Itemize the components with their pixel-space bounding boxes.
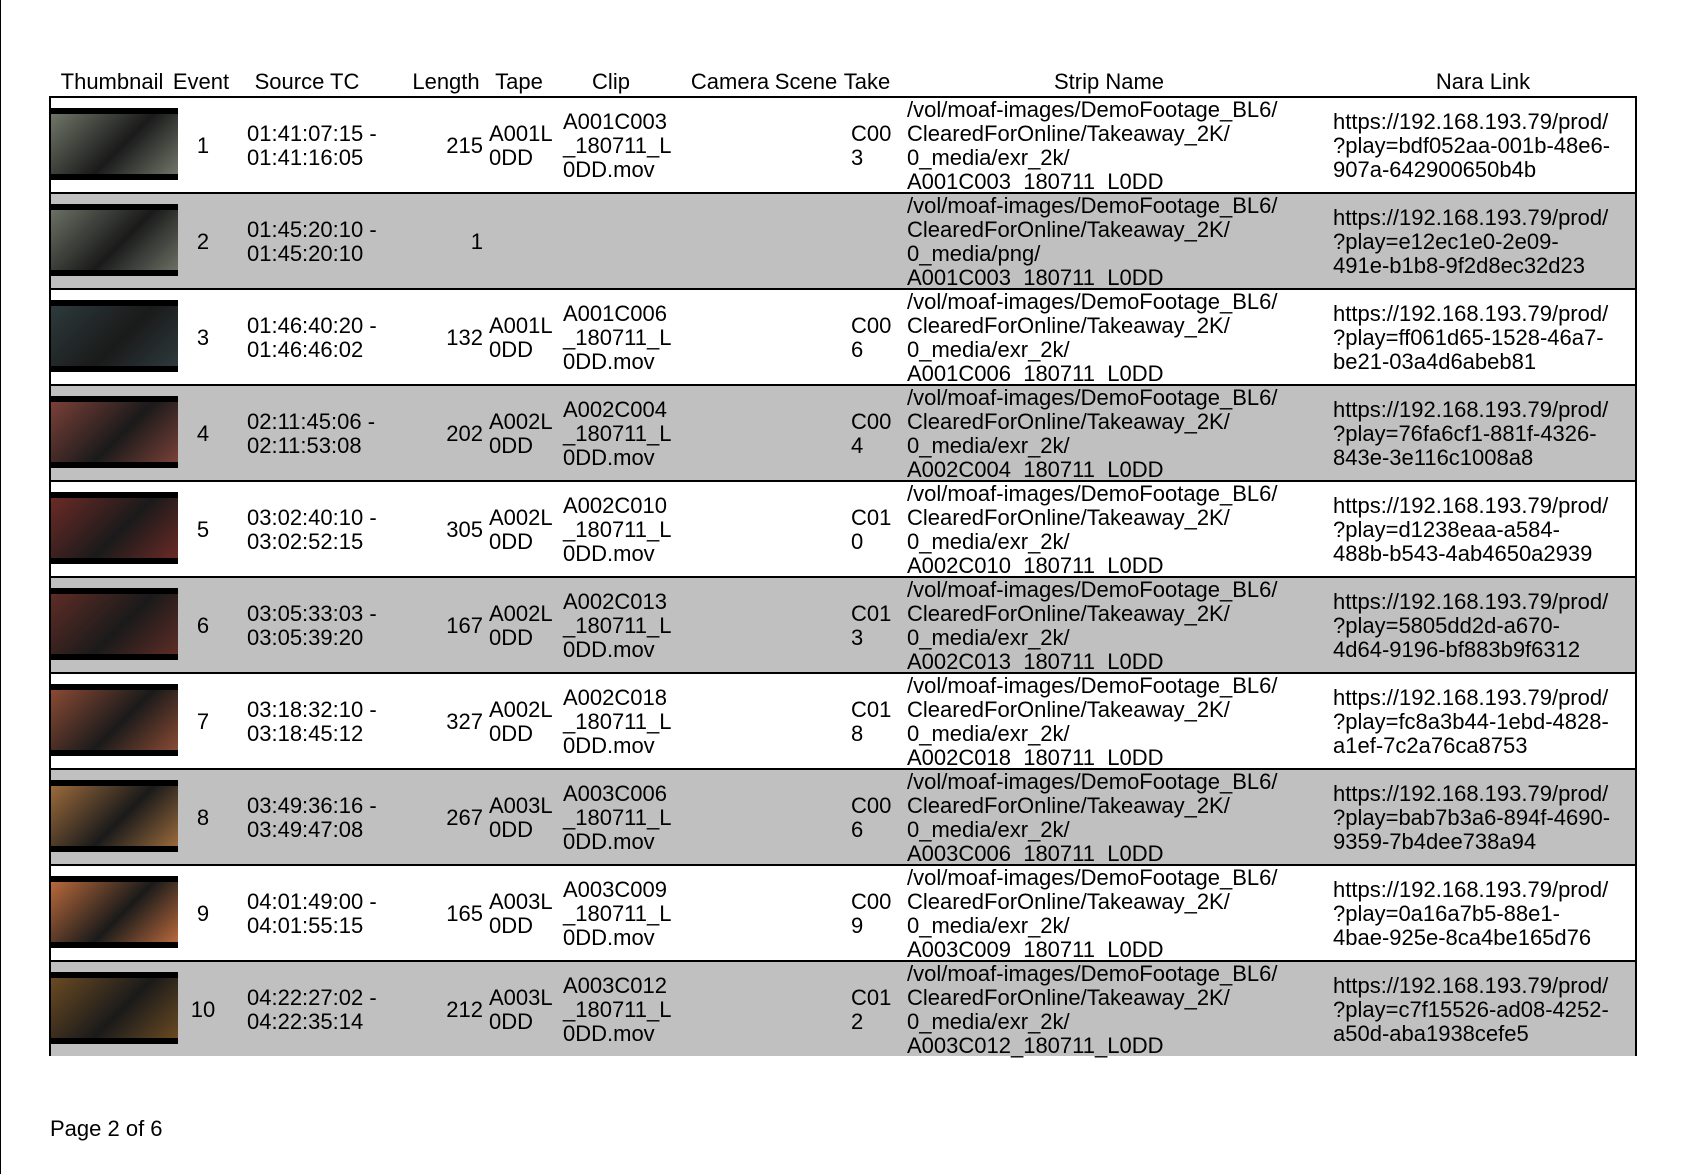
source-tc-cell: 02:11:45:06 - 02:11:53:08	[247, 409, 376, 458]
thumbnail-image	[51, 204, 178, 276]
table-row	[51, 770, 1635, 866]
event-cell: 2	[196, 229, 210, 254]
clip-cell: A003C009 _180711_L 0DD.mov	[563, 877, 672, 950]
length-cell: 167	[446, 613, 483, 638]
header-strip-name: Strip Name	[1053, 69, 1165, 94]
strip-name-cell: /vol/moaf-images/DemoFootage_BL6/ ClearedForOnline/Takeaway_2K/ 0_media/exr_2k/ A003C006_180711_L0DD	[907, 769, 1278, 866]
length-cell: 1	[470, 229, 483, 254]
strip-name-cell: /vol/moaf-images/DemoFootage_BL6/ ClearedForOnline/Takeaway_2K/ 0_media/exr_2k/ A002C010_180711_L0DD	[907, 481, 1278, 578]
clip-cell: A002C010 _180711_L 0DD.mov	[563, 493, 672, 566]
source-tc-cell: 03:18:32:10 - 03:18:45:12	[247, 697, 377, 746]
event-cell: 4	[196, 421, 210, 446]
header-event: Event	[172, 69, 230, 94]
table-row	[51, 962, 1635, 1056]
strip-name-cell: /vol/moaf-images/DemoFootage_BL6/ ClearedForOnline/Takeaway_2K/ 0_media/exr_2k/ A002C018_180711_L0DD	[907, 673, 1278, 770]
thumbnail-image	[51, 972, 178, 1044]
length-cell: 215	[446, 133, 483, 158]
header-thumbnail: Thumbnail	[60, 69, 164, 94]
strip-name-cell: /vol/moaf-images/DemoFootage_BL6/ ClearedForOnline/Takeaway_2K/ 0_media/exr_2k/ A001C003_180711_L0DD	[907, 97, 1278, 194]
source-tc-cell: 03:02:40:10 - 03:02:52:15	[247, 505, 377, 554]
tape-cell: A002L 0DD	[489, 601, 553, 650]
table-row	[51, 98, 1635, 194]
thumbnail-image	[51, 492, 178, 564]
page-number: Page 2 of 6	[50, 1116, 163, 1141]
header-clip: Clip	[592, 69, 630, 94]
tape-cell: A003L 0DD	[489, 793, 553, 842]
nara-link-cell[interactable]: https://192.168.193.79/prod/ ?play=bdf052aa-001b-48e6- 907a-642900650b4b	[1333, 109, 1611, 182]
thumbnail-image	[51, 108, 178, 180]
take-cell: C01 2	[851, 985, 892, 1034]
nara-link-cell[interactable]: https://192.168.193.79/prod/ ?play=0a16a7b5-88e1- 4bae-925e-8ca4be165d76	[1333, 877, 1609, 950]
clip-cell: A003C006 _180711_L 0DD.mov	[563, 781, 672, 854]
nara-link-cell[interactable]: https://192.168.193.79/prod/ ?play=ff061d65-1528-46a7- be21-03a4d6abeb81	[1333, 301, 1609, 374]
event-cell: 3	[196, 325, 210, 350]
length-cell: 132	[446, 325, 483, 350]
length-cell: 305	[446, 517, 483, 542]
thumbnail-image	[51, 396, 178, 468]
source-tc-cell: 01:46:40:20 - 01:46:46:02	[247, 313, 377, 362]
edl-table	[49, 96, 1637, 1056]
nara-link-cell[interactable]: https://192.168.193.79/prod/ ?play=bab7b3a6-894f-4690- 9359-7b4dee738a94	[1333, 781, 1611, 854]
thumbnail-image	[51, 876, 178, 948]
table-row	[51, 290, 1635, 386]
table-header	[49, 68, 1637, 96]
length-cell: 202	[446, 421, 483, 446]
clip-cell: A002C013 _180711_L 0DD.mov	[563, 589, 672, 662]
tape-cell: A003L 0DD	[489, 889, 553, 938]
table-row	[51, 482, 1635, 578]
strip-name-cell: /vol/moaf-images/DemoFootage_BL6/ ClearedForOnline/Takeaway_2K/ 0_media/exr_2k/ A003C009_180711_L0DD	[907, 865, 1278, 962]
strip-name-cell: /vol/moaf-images/DemoFootage_BL6/ ClearedForOnline/Takeaway_2K/ 0_media/exr_2k/ A002C013_180711_L0DD	[907, 577, 1278, 674]
take-cell: C00 9	[851, 889, 892, 938]
clip-cell: A003C012 _180711_L 0DD.mov	[563, 973, 672, 1046]
header-nara-link: Nara Link	[1435, 69, 1531, 94]
thumbnail-image	[51, 780, 178, 852]
thumbnail-image	[51, 588, 178, 660]
strip-name-cell: /vol/moaf-images/DemoFootage_BL6/ ClearedForOnline/Takeaway_2K/ 0_media/png/ A001C003_180711_L0DD	[907, 193, 1278, 290]
event-cell: 5	[196, 517, 210, 542]
take-cell: C01 0	[851, 505, 892, 554]
tape-cell: A002L 0DD	[489, 409, 553, 458]
event-cell: 10	[190, 997, 216, 1022]
nara-link-cell[interactable]: https://192.168.193.79/prod/ ?play=c7f15526-ad08-4252- a50d-aba1938cefe5	[1333, 973, 1609, 1046]
header-take: Take	[843, 69, 891, 94]
tape-cell: A001L 0DD	[489, 121, 553, 170]
take-cell: C00 4	[851, 409, 892, 458]
header-tape: Tape	[495, 69, 543, 94]
header-source-tc: Source TC	[254, 69, 360, 94]
strip-name-cell: /vol/moaf-images/DemoFootage_BL6/ ClearedForOnline/Takeaway_2K/ 0_media/exr_2k/ A002C004_180711_L0DD	[907, 385, 1278, 482]
strip-name-cell: /vol/moaf-images/DemoFootage_BL6/ ClearedForOnline/Takeaway_2K/ 0_media/exr_2k/ A001C006_180711_L0DD	[907, 289, 1278, 386]
event-cell: 8	[196, 805, 210, 830]
source-tc-cell: 04:22:27:02 - 04:22:35:14	[247, 985, 377, 1034]
clip-cell: A002C004 _180711_L 0DD.mov	[563, 397, 672, 470]
tape-cell: A002L 0DD	[489, 505, 553, 554]
event-cell: 7	[196, 709, 210, 734]
header-length: Length	[412, 69, 480, 94]
table-row	[51, 674, 1635, 770]
event-cell: 6	[196, 613, 210, 638]
clip-cell: A001C006 _180711_L 0DD.mov	[563, 301, 672, 374]
clip-cell: A001C003 _180711_L 0DD.mov	[563, 109, 672, 182]
event-cell: 9	[196, 901, 210, 926]
length-cell: 327	[446, 709, 483, 734]
tape-cell: A001L 0DD	[489, 313, 553, 362]
source-tc-cell: 03:05:33:03 - 03:05:39:20	[247, 601, 377, 650]
table-row	[51, 194, 1635, 290]
nara-link-cell[interactable]: https://192.168.193.79/prod/ ?play=76fa6cf1-881f-4326- 843e-3e116c1008a8	[1333, 397, 1609, 470]
strip-name-cell: /vol/moaf-images/DemoFootage_BL6/ ClearedForOnline/Takeaway_2K/ 0_media/exr_2k/ A003C012_180711_L0DD	[907, 961, 1278, 1058]
tape-cell: A003L 0DD	[489, 985, 553, 1034]
take-cell: C00 6	[851, 313, 892, 362]
thumbnail-image	[51, 684, 178, 756]
source-tc-cell: 04:01:49:00 - 04:01:55:15	[247, 889, 377, 938]
clip-cell: A002C018 _180711_L 0DD.mov	[563, 685, 672, 758]
take-cell: C00 6	[851, 793, 892, 842]
source-tc-cell: 01:45:20:10 - 01:45:20:10	[247, 217, 377, 266]
header-camera: Camera	[690, 69, 770, 94]
source-tc-cell: 03:49:36:16 - 03:49:47:08	[247, 793, 377, 842]
nara-link-cell[interactable]: https://192.168.193.79/prod/ ?play=fc8a3b44-1ebd-4828- a1ef-7c2a76ca8753	[1333, 685, 1609, 758]
event-cell: 1	[196, 133, 210, 158]
table-row	[51, 386, 1635, 482]
nara-link-cell[interactable]: https://192.168.193.79/prod/ ?play=d1238eaa-a584- 488b-b543-4ab4650a2939	[1333, 493, 1609, 566]
length-cell: 267	[446, 805, 483, 830]
table-row	[51, 578, 1635, 674]
take-cell: C01 8	[851, 697, 892, 746]
nara-link-cell[interactable]: https://192.168.193.79/prod/ ?play=5805dd2d-a670- 4d64-9196-bf883b9f6312	[1333, 589, 1609, 662]
page-left-border	[0, 0, 1, 1174]
take-cell: C01 3	[851, 601, 892, 650]
length-cell: 165	[446, 901, 483, 926]
nara-link-cell[interactable]: https://192.168.193.79/prod/ ?play=e12ec1e0-2e09- 491e-b1b8-9f2d8ec32d23	[1333, 205, 1609, 278]
header-scene: Scene	[774, 69, 838, 94]
length-cell: 212	[446, 997, 483, 1022]
tape-cell: A002L 0DD	[489, 697, 553, 746]
source-tc-cell: 01:41:07:15 - 01:41:16:05	[247, 121, 377, 170]
take-cell: C00 3	[851, 121, 892, 170]
table-row	[51, 866, 1635, 962]
thumbnail-image	[51, 300, 178, 372]
